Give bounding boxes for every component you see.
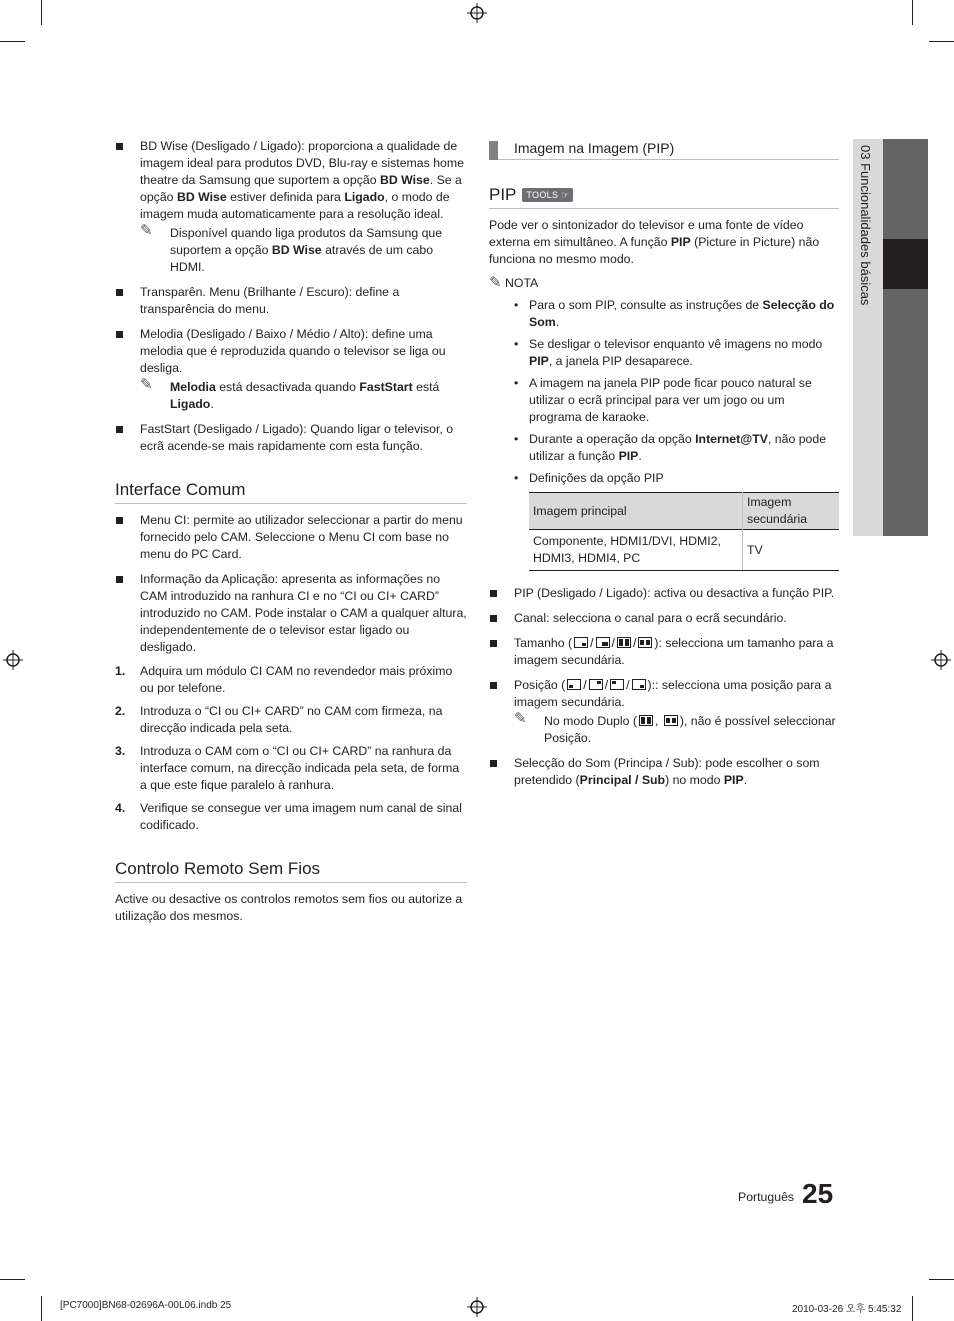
right-column xyxy=(489,138,839,796)
bullet-square-icon xyxy=(116,331,123,338)
text: Disponível quando liga produtos da Samsung que suportem a opção xyxy=(170,226,443,257)
pencil-note-icon: ✎ xyxy=(514,710,527,727)
bold-text: Selecção do Som xyxy=(529,298,835,329)
bold-text: BD Wise xyxy=(379,173,430,187)
crop-mark xyxy=(0,1279,25,1280)
option-text: : define a transparência do menu. xyxy=(140,285,400,316)
pip-double-wide-icon xyxy=(638,637,652,648)
table-header: Imagem principal xyxy=(529,493,742,530)
table-header-row xyxy=(529,493,839,530)
text: ): xyxy=(647,678,656,692)
crop-mark xyxy=(41,1296,42,1321)
section-title xyxy=(489,138,839,160)
bullet-square-icon xyxy=(490,615,497,622)
section-heading: Controlo Remoto Sem Fios xyxy=(115,858,467,883)
step-text: Adquira um módulo CI CAM no revendedor mais próximo ou por telefone. xyxy=(140,664,453,695)
nota-heading xyxy=(489,274,839,292)
option-text: : selecciona um tamanho para a imagem secundária. xyxy=(514,636,834,667)
pip-heading xyxy=(489,184,839,209)
tools-hand-icon: ☞ xyxy=(558,190,570,200)
list-item xyxy=(115,326,467,413)
nota-label: NOTA xyxy=(505,276,539,290)
paragraph: Active ou desactive os controlos remotos sem fios ou autorize a utilização dos mesmos. xyxy=(115,892,463,923)
list-item: • A imagem na janela PIP pode ficar pouco natural se utilizar o ecrã principal para ver um jogo ou um programa de karaoke. xyxy=(514,376,812,424)
print-slug-right: 2010-03-26 오후 5:45:32 xyxy=(792,1304,902,1315)
registration-mark-icon xyxy=(467,1297,487,1317)
step-number: 4. xyxy=(115,801,126,815)
pip-settings-table xyxy=(529,492,839,571)
left-column xyxy=(115,138,467,925)
footer-language: Português xyxy=(738,1190,795,1204)
list-item xyxy=(115,284,467,318)
bold-text: PIP xyxy=(670,235,691,249)
pip-size-small-icon xyxy=(574,637,588,648)
option-text: : apresenta as informações no CAM introduzido na ranhura CI e no “CI ou CI+ CARD” introduzido no CAM. Pode instalar o CAM a qualquer altura, independentemente de o televisor estar ligado ou desligado. xyxy=(140,572,467,654)
note: ✎ No modo Duplo ( , ), não é possível seleccionar Posição. xyxy=(514,710,836,745)
list-item: Posição ( / / / ):: selecciona uma posição para a imagem secundária. ✎ No modo Duplo ( , ), não é possível seleccionar Posição. xyxy=(489,677,839,747)
list-item xyxy=(115,138,467,276)
list-item xyxy=(115,421,467,455)
bold-text: PIP xyxy=(618,449,639,463)
list-item: Tamanho ( / / / ): selecciona um tamanho para a imagem secundária. xyxy=(489,635,839,669)
text: , não pode utilizar a função xyxy=(529,432,827,463)
option-label: Tamanho ( xyxy=(514,636,573,650)
bullet-square-icon xyxy=(116,426,123,433)
text: . Se a opção xyxy=(140,173,462,204)
crop-mark xyxy=(912,0,913,25)
bullet-square-icon xyxy=(490,640,497,647)
text: estiver definida para xyxy=(230,190,341,204)
list-item xyxy=(489,585,839,602)
text: Definições da opção PIP xyxy=(529,471,664,485)
table-row xyxy=(529,530,839,571)
bold-text: BD Wise xyxy=(271,243,322,257)
list-item xyxy=(489,755,839,789)
option-label: Menu CI xyxy=(140,513,187,527)
tools-badge xyxy=(522,188,573,202)
side-tab-marker xyxy=(883,239,928,289)
option-text: : activa ou desactiva a função PIP. xyxy=(647,586,835,600)
option-label: Canal xyxy=(514,611,547,625)
text: (Picture in Picture) não funciona no mesmo modo. xyxy=(489,235,820,266)
text: através de um cabo HDMI. xyxy=(170,243,434,274)
pip-double-icon xyxy=(639,715,653,726)
step-number: 3. xyxy=(115,744,126,758)
option-label: FastStart (Desligado / Ligado) xyxy=(140,422,304,436)
text: ), não é possível seleccionar Posição. xyxy=(544,714,836,745)
text: A imagem na janela PIP pode ficar pouco natural se utilizar o ecrã principal para ver um jogo ou um programa de karaoke. xyxy=(529,376,812,424)
bold-text: PIP xyxy=(529,354,549,368)
position-bottom-left-icon xyxy=(567,679,581,690)
list-item: • Para o som PIP, consulte as instruções de Selecção do Som. xyxy=(514,298,835,329)
option-text: : Quando ligar o televisor, o ecrã acende-se mais rapidamente com esta função. xyxy=(140,422,454,453)
table-cell: Componente, HDMI1/DVI, HDMI2, HDMI3, HDMI4, PC xyxy=(529,530,742,571)
crop-mark xyxy=(929,41,954,42)
option-text: : permite ao utilizador seleccionar a partir do menu fornecido pelo CAM. Seleccione o Menu CI com base no menu do PC Card. xyxy=(140,513,463,561)
section-title-text: Imagem na Imagem (PIP) xyxy=(514,140,675,156)
note xyxy=(140,222,467,276)
option-label: BD Wise (Desligado / Ligado) xyxy=(140,139,302,153)
position-top-left-icon xyxy=(610,679,624,690)
text: , a janela PIP desaparece. xyxy=(548,354,693,368)
text: ) xyxy=(654,636,659,650)
step-text: Introduza o “CI ou CI+ CARD” no CAM com firmeza, na direcção indicada pela seta. xyxy=(140,704,443,735)
crop-mark xyxy=(912,1296,913,1321)
text: Se desligar o televisor enquanto vê imagens no modo xyxy=(529,337,823,351)
text: . xyxy=(555,315,560,329)
pip-size-large-icon xyxy=(596,637,610,648)
option-label: PIP (Desligado / Ligado) xyxy=(514,586,648,600)
option-text: : define uma melodia que é reproduzida quando o televisor se liga ou desliga. xyxy=(140,327,446,375)
step-number: 1. xyxy=(115,664,126,678)
text: ) no modo xyxy=(665,773,721,787)
text: . xyxy=(743,773,748,787)
text: Pode ver o sintonizador do televisor e uma fonte de vídeo externa em simultâneo. A função xyxy=(489,218,804,249)
option-text: : proporciona a qualidade de imagem ideal para produtos DVD, Blu-ray e sistemas home theatre da Samsung que suportem a opção xyxy=(140,139,464,187)
registration-mark-icon xyxy=(931,650,951,670)
step-number: 2. xyxy=(115,704,126,718)
list-item xyxy=(489,610,839,627)
text: No modo Duplo ( xyxy=(544,714,637,728)
bullet-square-icon xyxy=(116,143,123,150)
bold-text: Ligado xyxy=(170,397,211,411)
step-text: Introduza o CAM com o “CI ou CI+ CARD” na ranhura da interface comum, na direcção indicada pela seta, de forma a que este fique paralelo à ranhura. xyxy=(140,744,460,792)
numbered-step xyxy=(115,743,467,794)
note xyxy=(140,376,467,413)
page-number: 25 xyxy=(802,1178,834,1209)
option-label: Posição ( xyxy=(514,678,566,692)
side-tab-dark xyxy=(883,139,928,536)
bullet-square-icon xyxy=(116,576,123,583)
table-cell: TV xyxy=(742,530,839,571)
option-label: Melodia (Desligado / Baixo / Médio / Alto) xyxy=(140,327,365,341)
bold-text: Melodia xyxy=(170,380,216,394)
crop-mark xyxy=(929,1279,954,1280)
tools-label: TOOLS xyxy=(526,190,559,200)
pip-double-wide-icon xyxy=(664,715,678,726)
position-top-right-icon xyxy=(589,679,603,690)
text: . xyxy=(210,397,214,411)
section-heading: Interface Comum xyxy=(115,479,467,504)
text: está desactivada quando xyxy=(219,380,356,394)
list-item: • Definições da opção PIP xyxy=(514,471,664,485)
position-bottom-right-icon xyxy=(632,679,646,690)
step-text: Verifique se consegue ver uma imagem num canal de sinal codificado. xyxy=(140,801,462,832)
bold-text: Ligado xyxy=(344,190,385,204)
pip-title: PIP xyxy=(489,185,517,204)
text: , o modo de imagem muda automaticamente para a resolução ideal. xyxy=(140,190,450,221)
bold-text: FastStart xyxy=(359,380,413,394)
pip-double-icon xyxy=(617,637,631,648)
crop-mark xyxy=(41,0,42,25)
section-bar xyxy=(489,141,498,160)
print-slug-left: [PC7000]BN68-02696A-00L06.indb 25 xyxy=(60,1300,232,1311)
option-text: : selecciona uma posição para a imagem secundária. xyxy=(514,678,832,709)
option-text: : selecciona o canal para o ecrã secundário. xyxy=(546,611,787,625)
bullet-square-icon xyxy=(116,289,123,296)
bullet-square-icon xyxy=(116,517,123,524)
numbered-step xyxy=(115,663,467,697)
registration-mark-icon xyxy=(467,3,487,23)
text: . xyxy=(638,449,642,463)
text: está xyxy=(416,380,440,394)
bullet-square-icon xyxy=(490,760,497,767)
bold-text: BD Wise xyxy=(176,190,227,204)
numbered-step xyxy=(115,703,467,737)
list-item xyxy=(115,571,467,656)
crop-mark xyxy=(0,41,25,42)
registration-mark-icon xyxy=(3,650,23,670)
option-label: Selecção do Som (Principa / Sub) xyxy=(514,756,699,770)
option-label: Informação da Aplicação xyxy=(140,572,275,586)
list-item: • Durante a operação da opção Internet@TV, não pode utilizar a função PIP. xyxy=(514,432,827,463)
option-text: : pode escolher o som pretendido ( xyxy=(514,756,820,787)
text: Para o som PIP, consulte as instruções de xyxy=(529,298,760,312)
bold-text: PIP xyxy=(723,773,744,787)
bold-text: Internet@TV xyxy=(695,432,768,446)
text: Durante a operação da opção xyxy=(529,432,692,446)
paragraph xyxy=(489,217,839,268)
chapter-label: 03 Funcionalidades básicas xyxy=(858,145,873,306)
bullet-square-icon xyxy=(490,682,497,689)
pencil-note-icon: ✎ xyxy=(140,376,153,393)
bold-text: Principal / Sub xyxy=(579,773,666,787)
option-label: Transparên. Menu (Brilhante / Escuro) xyxy=(140,285,349,299)
bullet-square-icon xyxy=(490,590,497,597)
pencil-note-icon: ✎ xyxy=(140,222,153,239)
table-header: Imagem secundária xyxy=(742,493,839,530)
pencil-note-icon: ✎ xyxy=(489,274,502,291)
list-item xyxy=(115,512,467,563)
numbered-step xyxy=(115,800,467,834)
list-item: • Se desligar o televisor enquanto vê imagens no modo PIP, a janela PIP desaparece. xyxy=(514,337,823,368)
